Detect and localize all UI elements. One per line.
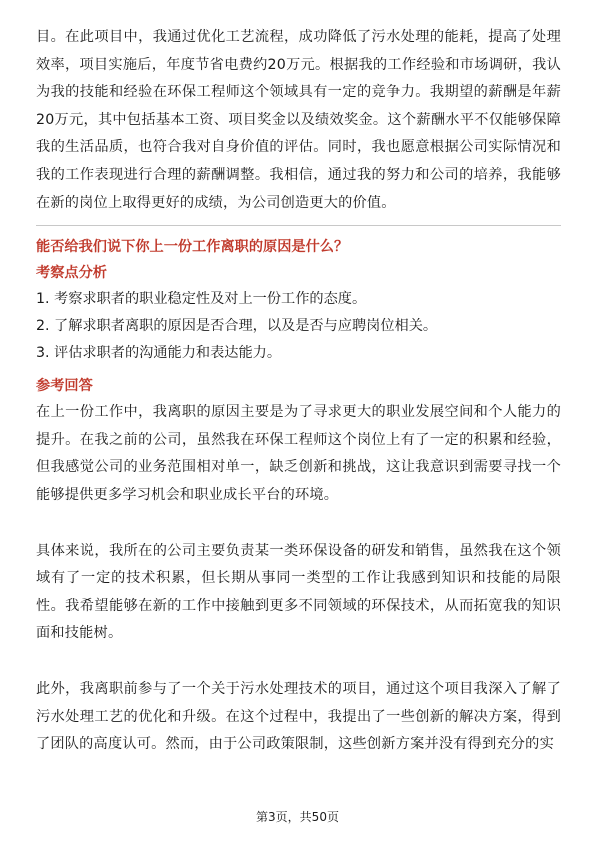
intro-paragraph: 目。在此项目中，我通过优化工艺流程，成功降低了污水处理的能耗，提高了处理效率，项目实施后，年度节省电费约20万元。根据我的工作经验和市场调研，我认为我的技能和经验在环保工程师这个领域具有一定的竞争力。我期望的薪酬是年薪20万元，其中包括基本工资、项目奖金以及绩效奖金。这个薪酬水平不仅能够保障我的生活品质，也符合我对自身价值的评估。同时，我也愿意根据公司实际情况和我的工作表现进行合理的薪酬调整。我相信，通过我的努力和公司的培养，我能够在新的岗位上取得更好的成绩，为公司创造更大的价值。 bbox=[36, 29, 561, 211]
analysis-item: 1. 考察求职者的职业稳定性及对上一份工作的态度。 bbox=[36, 291, 367, 308]
analysis-item: 2. 了解求职者离职的原因是否合理，以及是否与应聘岗位相关。 bbox=[36, 318, 438, 335]
page-content bbox=[36, 24, 561, 759]
interview-question: 能否给我们说下你上一份工作离职的原因是什么？ bbox=[36, 239, 349, 256]
paragraph-gap bbox=[36, 510, 561, 538]
analysis-item: 3. 评估求职者的沟通能力和表达能力。 bbox=[36, 345, 282, 362]
paragraph-gap bbox=[36, 648, 561, 676]
analysis-list bbox=[36, 286, 561, 367]
section-divider bbox=[36, 225, 561, 226]
answer-paragraph: 在上一份工作中，我离职的原因主要是为了寻求更大的职业发展空间和个人能力的提升。在我之前的公司，虽然我在环保工程师这个岗位上有了一定的积累和经验，但我感觉公司的业务范围相对单一，缺乏创新和挑战，这让我意识到需要寻找一个能够提供更多学习机会和职业成长平台的环境。 bbox=[36, 404, 561, 503]
answer-title: 参考回答 bbox=[36, 378, 93, 395]
answer-paragraph: 此外，我离职前参与了一个关于污水处理技术的项目，通过这个项目我深入了解了污水处理工艺的优化和升级。在这个过程中，我提出了一些创新的解决方案，得到了团队的高度认可。然而，由于公司政策限制，这些创新方案并没有得到充分的实 bbox=[36, 680, 561, 753]
page-number: 第3页，共50页 bbox=[256, 810, 339, 824]
answer-paragraph: 具体来说，我所在的公司主要负责某一类环保设备的研发和销售，虽然我在这个领域有了一定的技术积累，但长期从事同一类型的工作让我感到知识和技能的局限性。我希望能够在新的工作中接触到更多不同领域的环保技术，从而拓宽我的知识面和技能树。 bbox=[36, 542, 561, 642]
analysis-title: 考察点分析 bbox=[36, 265, 107, 282]
